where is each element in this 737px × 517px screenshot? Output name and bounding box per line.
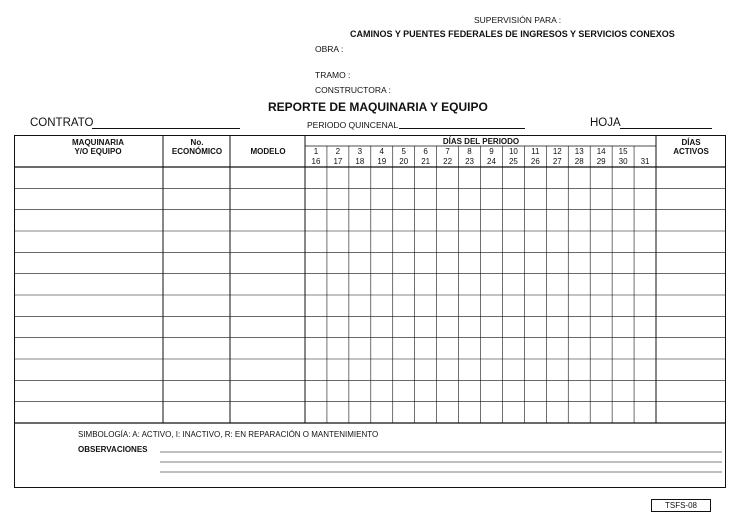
constructora-label: CONSTRUCTORA :	[315, 85, 391, 95]
simbologia-legend: SIMBOLOGÍA: A: ACTIVO, I: INACTIVO, R: EN REPARACIÓN O MANTENIMIENTO	[78, 430, 379, 439]
day-number: 31	[640, 157, 650, 166]
hoja-label: HOJA	[590, 117, 621, 129]
day-number: 13	[574, 147, 584, 156]
day-number: 5	[401, 147, 406, 156]
day-number: 27	[552, 157, 562, 166]
col-header-numero-line1: No.	[190, 138, 204, 147]
day-number: 1	[313, 147, 319, 156]
day-number: 9	[489, 147, 494, 156]
col-header-maquinaria-line1: MAQUINARIA	[72, 138, 124, 147]
day-number: 14	[596, 147, 606, 156]
day-number: 20	[399, 157, 409, 166]
col-header-numero-line2: ECONÓMICO	[171, 147, 223, 156]
periodo-label: PERIODO QUINCENAL	[307, 120, 399, 130]
day-number: 24	[487, 157, 496, 166]
col-header-maquinaria-line2: Y/O EQUIPO	[74, 147, 122, 156]
day-number: 30	[618, 157, 628, 166]
col-header-dias-activos-line2: ACTIVOS	[673, 147, 709, 156]
report-title: REPORTE DE MAQUINARIA Y EQUIPO	[268, 100, 488, 114]
day-number: 25	[508, 157, 518, 166]
contrato-label: CONTRATO	[30, 117, 94, 129]
col-header-numero	[164, 138, 230, 156]
day-number: 3	[357, 147, 363, 156]
day-number: 12	[552, 147, 562, 156]
form-code: TSFS-08	[651, 499, 711, 512]
col-header-dias-activos	[657, 138, 725, 156]
obra-label: OBRA :	[315, 44, 344, 54]
tramo-label: TRAMO :	[315, 70, 351, 80]
day-number: 2	[335, 147, 341, 156]
day-number: 26	[530, 157, 540, 166]
periodo-field[interactable]	[399, 128, 525, 129]
day-number: 28	[574, 157, 584, 166]
day-number: 7	[445, 147, 450, 156]
day-number: 4	[379, 147, 384, 156]
col-header-maquinaria	[35, 138, 161, 156]
day-number: 21	[421, 157, 431, 166]
day-number: 16	[311, 157, 321, 166]
day-number: 10	[508, 147, 518, 156]
observaciones-lines[interactable]	[160, 448, 724, 482]
day-number: 6	[423, 147, 428, 156]
col-header-dias-activos-line1: DÍAS	[681, 138, 701, 147]
contrato-field[interactable]	[92, 128, 240, 129]
supervision-label: SUPERVISIÓN PARA :	[474, 15, 562, 25]
day-number: 19	[377, 157, 387, 166]
day-number: 29	[596, 157, 606, 166]
day-number: 11	[531, 147, 540, 156]
day-number: 15	[618, 147, 628, 156]
day-number: 17	[333, 157, 343, 166]
hoja-field[interactable]	[620, 128, 712, 129]
observaciones-label: OBSERVACIONES	[78, 445, 148, 454]
supervision-name: CAMINOS Y PUENTES FEDERALES DE INGRESOS Y SERVICIOS CONEXOS	[350, 29, 675, 39]
day-number: 23	[465, 157, 474, 166]
col-header-dias-periodo: DÍAS DEL PERIODO	[442, 137, 520, 146]
day-number: 8	[467, 147, 472, 156]
day-number: 22	[443, 157, 453, 166]
day-number: 18	[355, 157, 365, 166]
col-header-modelo: MODELO	[250, 147, 286, 156]
